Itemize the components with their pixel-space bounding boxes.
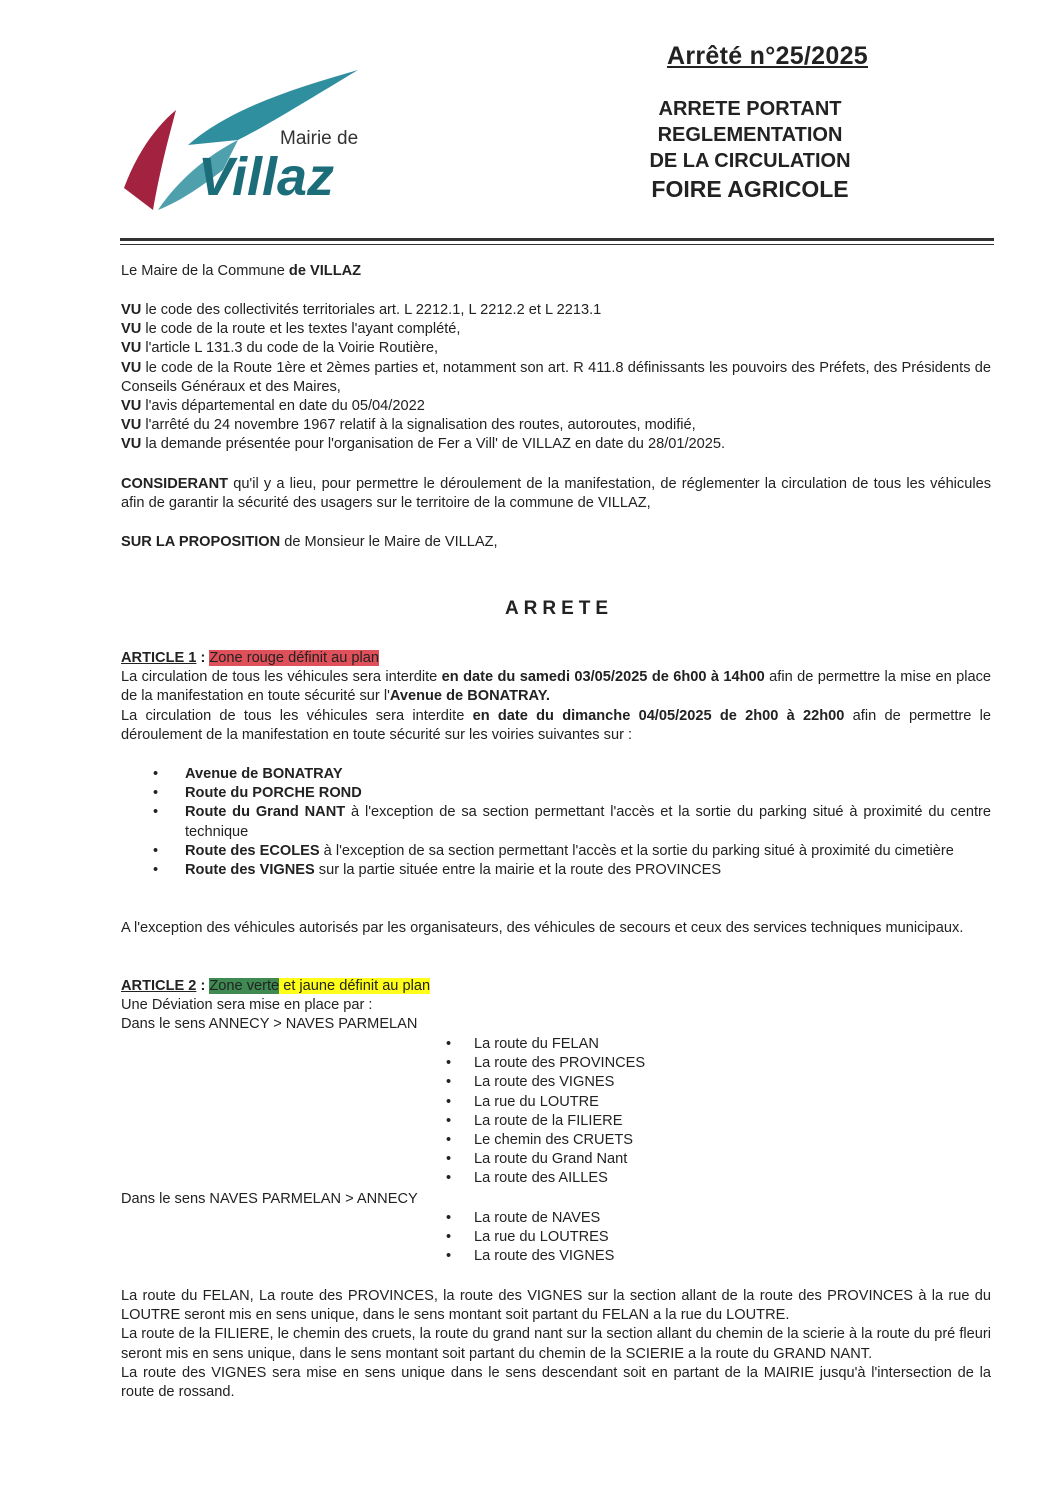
list-item: • La route du Grand Nant <box>446 1150 846 1169</box>
list-item: • La route des VIGNES <box>446 1073 846 1092</box>
deviation-list-2 <box>446 1209 846 1267</box>
vu-line: VU l'article L 131.3 du code de la Voirie Routière, <box>121 340 439 357</box>
villaz-logo <box>118 70 408 220</box>
arrete-heading: ARRETE <box>504 598 614 619</box>
list-item: • La route des VIGNES <box>446 1247 846 1266</box>
considerant-paragraph: CONSIDERANT qu'il y a lieu, pour permettre le déroulement de la manifestation, de réglementer la circulation de tous les véhicules afin de garantir la sécurité des usagers sur le territoire de la commune de VILLAZ, <box>121 476 991 512</box>
list-item: • Route des VIGNES sur la partie située entre la mairie et la route des PROVINCES <box>121 861 991 880</box>
header-divider <box>120 238 994 241</box>
sens-naves-annecy: Dans le sens NAVES PARMELAN > ANNECY <box>121 1191 418 1207</box>
vu-line: VU le code des collectivités territoriales art. L 2212.1, L 2212.2 et L 2213.1 <box>121 302 602 318</box>
intro-commune: de VILLAZ <box>288 263 362 279</box>
article-2 <box>121 977 991 1035</box>
title-line-4: FOIRE AGRICOLE <box>651 176 849 202</box>
paragraph-filiere: La route de la FILIERE, le chemin des cruets, la route du grand nant sur la section allant du chemin de la scierie à la route du pré fleuri seront mis en sens unique, dans le sens montant soit partant du chemin de la SCIERIE a la route du GRAND NANT. <box>121 1326 991 1362</box>
list-item: • Route du Grand NANT à l'exception de sa section permettant l'accès et la sortie du parking situé à proximité du centre technique <box>121 803 991 841</box>
sens-annecy-naves: Dans le sens ANNECY > NAVES PARMELAN <box>121 1016 418 1033</box>
title-line-1: ARRETE PORTANT <box>658 98 842 120</box>
paragraph-vignes: La route des VIGNES sera mise en sens unique dans le sens descendant soit en partant de la MAIRIE jusqu'à l'intersection de la route de rossand. <box>121 1364 991 1401</box>
vu-line: VU le code de la route et les textes l'ayant complété, <box>121 321 461 338</box>
article-1-title: ARTICLE 1 : Zone rouge définit au plan <box>121 650 379 666</box>
list-item: • La route des PROVINCES <box>446 1054 846 1073</box>
road-list <box>121 765 991 880</box>
intro-line <box>121 262 991 281</box>
zone-verte-highlight: Zone verte <box>209 978 280 994</box>
vu-line: VU la demande présentée pour l'organisation de Fer a Vill' de VILLAZ en date du 28/01/2025. <box>121 436 726 453</box>
list-item: • Route du PORCHE ROND <box>121 784 991 803</box>
intro-prefix: Le Maire de la Commune <box>121 263 289 279</box>
article-1 <box>121 649 991 745</box>
vu-line: VU l'arrêté du 24 novembre 1967 relatif à la signalisation des routes, autoroutes, modifié, <box>121 417 696 434</box>
deviation-list-1 <box>446 1035 846 1189</box>
zone-rouge-highlight: Zone rouge définit au plan <box>209 650 379 666</box>
list-item: • Avenue de BONATRAY <box>121 765 991 784</box>
article-1-paragraph-1: La circulation de tous les véhicules sera interdite en date du samedi 03/05/2025 de 6h00 à 14h00 afin de permettre la mise en place de la manifestation en toute sécurité sur l'Avenue de BONATRAY. <box>121 669 992 705</box>
paragraph-felan: La route du FELAN, La route des PROVINCES, la route des VIGNES sur la section allant de la route des PROVINCES à la rue du LOUTRE seront mis en sens unique, dans le sens montant soit partant du FELAN a la rue du LOUTRE. <box>121 1288 991 1324</box>
vu-block <box>121 301 991 455</box>
vu-line: VU le code de la Route 1ère et 2èmes parties et, notamment son art. R 411.8 définissants les pouvoirs des Préfets, des Présidents de Conseils Généraux et des Maires, <box>121 359 991 395</box>
arrete-number: Arrêté n°25/2025 <box>666 42 868 70</box>
list-item: • La rue du LOUTRES <box>446 1228 846 1247</box>
list-item: • La route de la FILIERE <box>446 1112 846 1131</box>
header-divider-thin <box>120 244 994 245</box>
title-line-3: DE LA CIRCULATION <box>649 150 851 172</box>
title-line-2: REGLEMENTATION <box>657 124 843 146</box>
list-item: • Le chemin des CRUETS <box>446 1131 846 1150</box>
sens-unique-paragraphs <box>121 1287 991 1402</box>
list-item: • La rue du LOUTRE <box>446 1093 846 1112</box>
logo-small-text: Mairie de <box>280 128 359 149</box>
list-item: • Route des ECOLES à l'exception de sa section permettant l'accès et la sortie du parking situé à proximité du cimetière <box>121 842 991 861</box>
exception-paragraph: A l'exception des véhicules autorisés par les organisateurs, des véhicules de secours et ceux des services techniques municipaux. <box>121 920 964 936</box>
vu-line: VU l'avis départemental en date du 05/04/2022 <box>121 398 425 415</box>
zone-jaune-highlight: et jaune définit au plan <box>279 978 431 994</box>
proposition-line: SUR LA PROPOSITION de Monsieur le Maire de VILLAZ, <box>121 534 498 550</box>
document-title <box>630 96 870 204</box>
list-item: • La route des AILLES <box>446 1169 846 1188</box>
list-item: • La route de NAVES <box>446 1209 846 1228</box>
logo-big-text: Villaz <box>198 147 335 207</box>
article-1-paragraph-2: La circulation de tous les véhicules sera interdite en date du dimanche 04/05/2025 de 2h00 à 22h00 afin de permettre le déroulement de la manifestation en toute sécurité sur les voiries suivantes sur : <box>121 707 991 743</box>
deviation-line: Une Déviation sera mise en place par : <box>121 997 373 1014</box>
list-item: • La route du FELAN <box>446 1035 846 1054</box>
logo-red-stroke <box>124 110 176 210</box>
article-2-title: ARTICLE 2 : Zone verte et jaune définit au plan <box>121 978 431 994</box>
